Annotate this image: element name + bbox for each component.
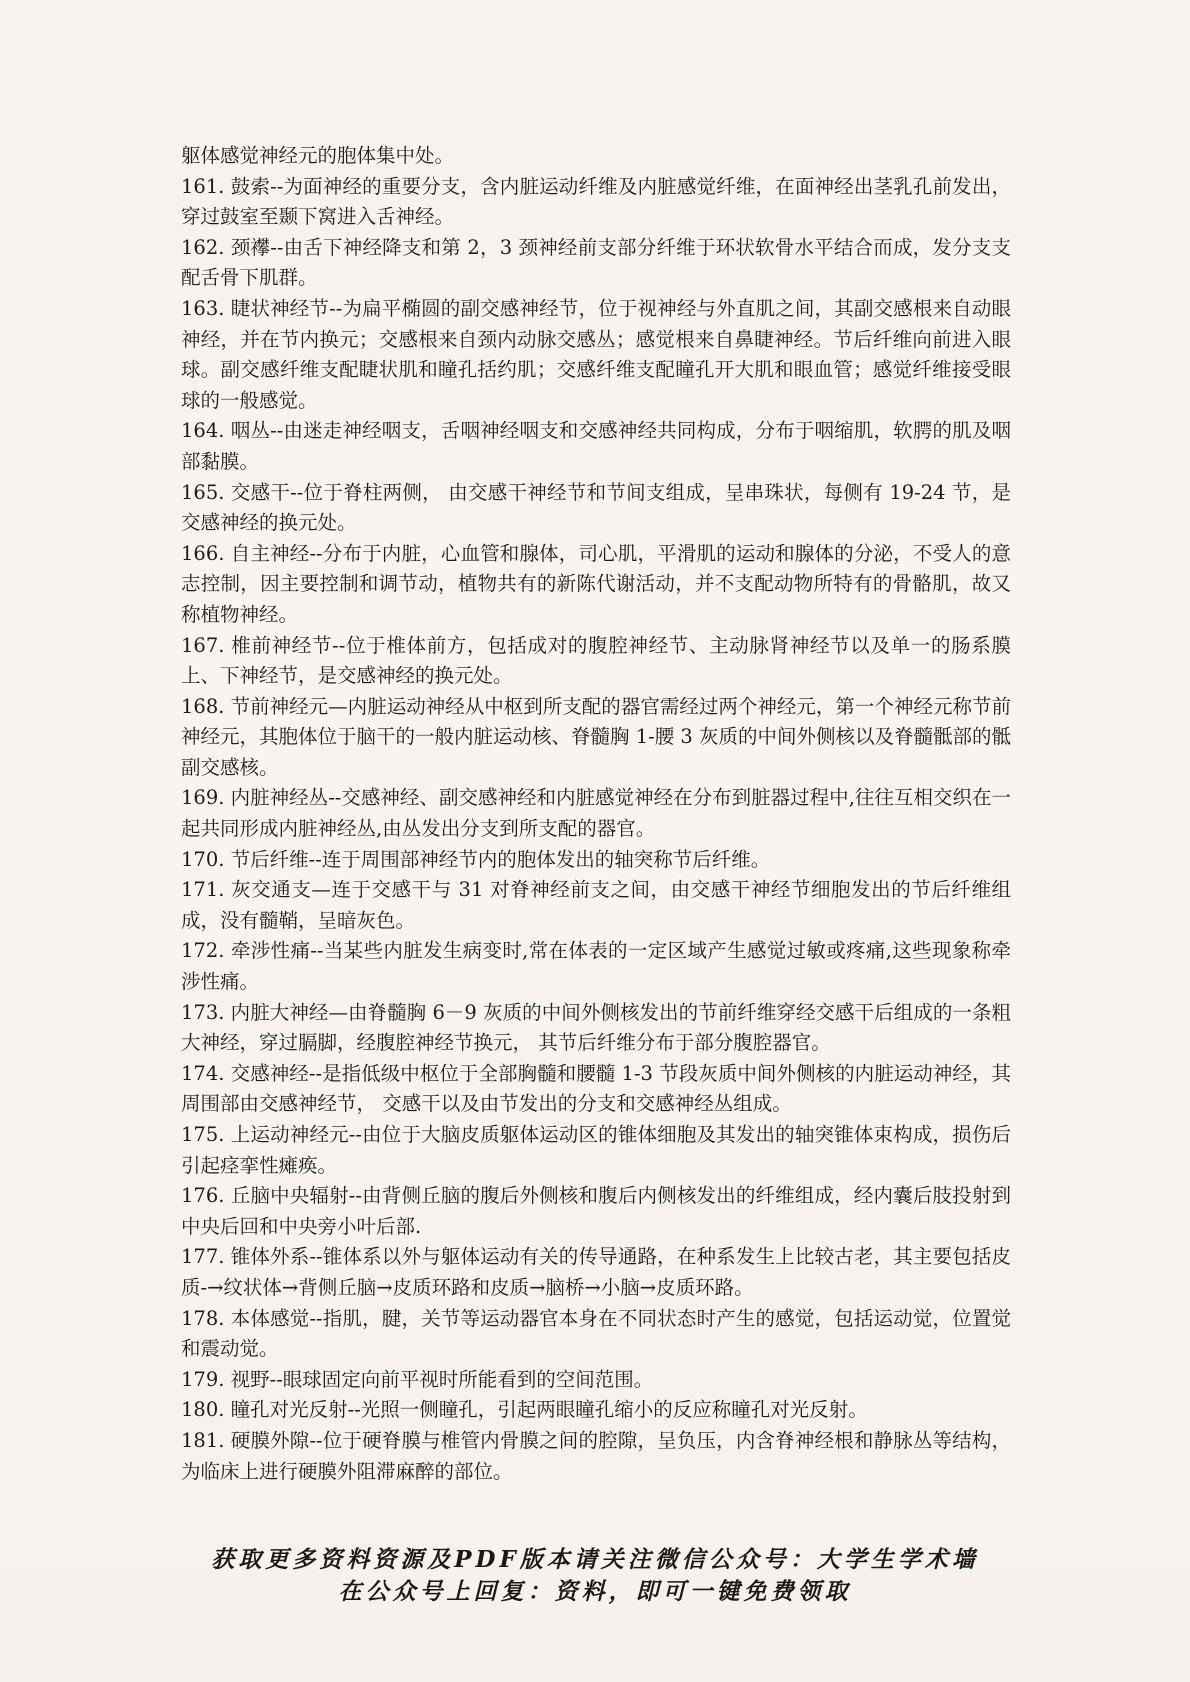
entry-168: 168. 节前神经元—内脏运动神经从中枢到所支配的器官需经过两个神经元，第一个神经元称节前神经元，其胞体位于脑干的一般内脏运动核、脊髓胸 1-腰 3 灰质的中间外侧核以及脊髓骶部的骶副交感核。 — [181, 694, 1011, 779]
entry-173: 173. 内脏大神经—由脊髓胸 6－9 灰质的中间外侧核发出的节前纤维穿经交感干后组成的一条粗大神经，穿过膈脚，经腹腔神经节换元， 其节后纤维分布于部分腹腔器官。 — [181, 1000, 1011, 1055]
entry-174: 174. 交感神经--是指低级中枢位于全部胸髓和腰髓 1-3 节段灰质中间外侧核的内脏运动神经，其周围部由交感神经节， 交感干以及由节发出的分支和交感神经丛组成。 — [181, 1061, 1011, 1116]
entry-167: 167. 椎前神经节--位于椎体前方，包括成对的腹腔神经节、主动脉肾神经节以及单一的肠系膜上、下神经节，是交感神经的换元处。 — [181, 633, 1011, 688]
entry-169: 169. 内脏神经丛--交感神经、副交感神经和内脏感觉神经在分布到脏器过程中,往往互相交织在一起共同形成内脏神经丛,由丛发出分支到所支配的器官。 — [181, 786, 1011, 841]
entry-181: 181. 硬膜外隙--位于硬脊膜与椎管内骨膜之间的腔隙，呈负压，内含脊神经根和静脉丛等结构，为临床上进行硬膜外阻滞麻醉的部位。 — [181, 1428, 1011, 1483]
entry-178: 178. 本体感觉--指肌，腱，关节等运动器官本身在不同状态时产生的感觉，包括运动觉，位置觉和震动觉。 — [181, 1306, 1011, 1361]
entry-161: 161. 鼓索--为面神经的重要分支，含内脏运动纤维及内脏感觉纤维，在面神经出茎乳孔前发出，穿过鼓室至颞下窝进入舌神经。 — [181, 174, 1011, 229]
entry-166: 166. 自主神经--分布于内脏，心血管和腺体，司心肌，平滑肌的运动和腺体的分泌，不受人的意志控制，因主要控制和调节动，植物共有的新陈代谢活动，并不支配动物所特有的骨骼肌，故又称植物神经。 — [181, 541, 1011, 626]
entry-171: 171. 灰交通支—连于交感干与 31 对脊神经前支之间，由交感干神经节细胞发出的节后纤维组成，没有髓鞘，呈暗灰色。 — [181, 878, 1011, 932]
footer-line-2: 在公众号上回复：资料，即可一键免费领取 — [338, 1578, 852, 1605]
entry-175: 175. 上运动神经元--由位于大脑皮质躯体运动区的锥体细胞及其发出的轴突锥体束构成，损伤后引起痉挛性瘫痪。 — [181, 1123, 1011, 1177]
entry-172: 172. 牵涉性痛--当某些内脏发生病变时,常在体表的一定区域产生感觉过敏或疼痛,这些现象称牵涉性痛。 — [181, 939, 1011, 994]
document-body — [181, 141, 1011, 1487]
footer-line-1: 获取更多资料资源及PDF版本请关注微信公众号：大学生学术墙 — [211, 1546, 979, 1573]
paragraph-160-continued: 躯体感觉神经元的胞体集中处。 — [181, 144, 455, 167]
entry-164: 164. 咽丛--由迷走神经咽支，舌咽神经咽支和交感神经共同构成，分布于咽缩肌，软腭的肌及咽部黏膜。 — [181, 419, 1011, 473]
entry-180: 180. 瞳孔对光反射--光照一侧瞳孔，引起两眼瞳孔缩小的反应称瞳孔对光反射。 — [181, 1398, 868, 1422]
entry-177: 177. 锥体外系--锥体系以外与躯体运动有关的传导通路，在种系发生上比较古老，其主要包括皮质-→纹状体→背侧丘脑→皮质环路和皮质→脑桥→小脑→皮质环路。 — [181, 1245, 1011, 1299]
entry-163: 163. 睫状神经节--为扁平椭圆的副交感神经节，位于视神经与外直肌之间，其副交感根来自动眼神经，并在节内换元；交感根来自颈内动脉交感丛；感觉根来自鼻睫神经。节后纤维向前进入眼球。副交感纤维支配睫状肌和瞳孔括约肌；交感纤维支配瞳孔开大肌和眼血管；感觉纤维接受眼球的一般感觉。 — [181, 296, 1011, 412]
entry-176: 176. 丘脑中央辐射--由背侧丘脑的腹后外侧核和腹后内侧核发出的纤维组成，经内囊后肢投射到中央后回和中央旁小叶后部. — [181, 1184, 1011, 1238]
entry-162: 162. 颈襻--由舌下神经降支和第 2，3 颈神经前支部分纤维于环状软骨水平结合而成，发分支支配舌骨下肌群。 — [181, 235, 1011, 290]
entry-179: 179. 视野--眼球固定向前平视时所能看到的空间范围。 — [181, 1367, 654, 1391]
entry-165: 165. 交感干--位于脊柱两侧， 由交感干神经节和节间支组成，呈串珠状，每侧有 19-24 节，是交感神经的换元处。 — [181, 480, 1011, 535]
entry-170: 170. 节后纤维--连于周围部神经节内的胞体发出的轴突称节后纤维。 — [181, 847, 771, 871]
promo-footer — [0, 1544, 1190, 1608]
